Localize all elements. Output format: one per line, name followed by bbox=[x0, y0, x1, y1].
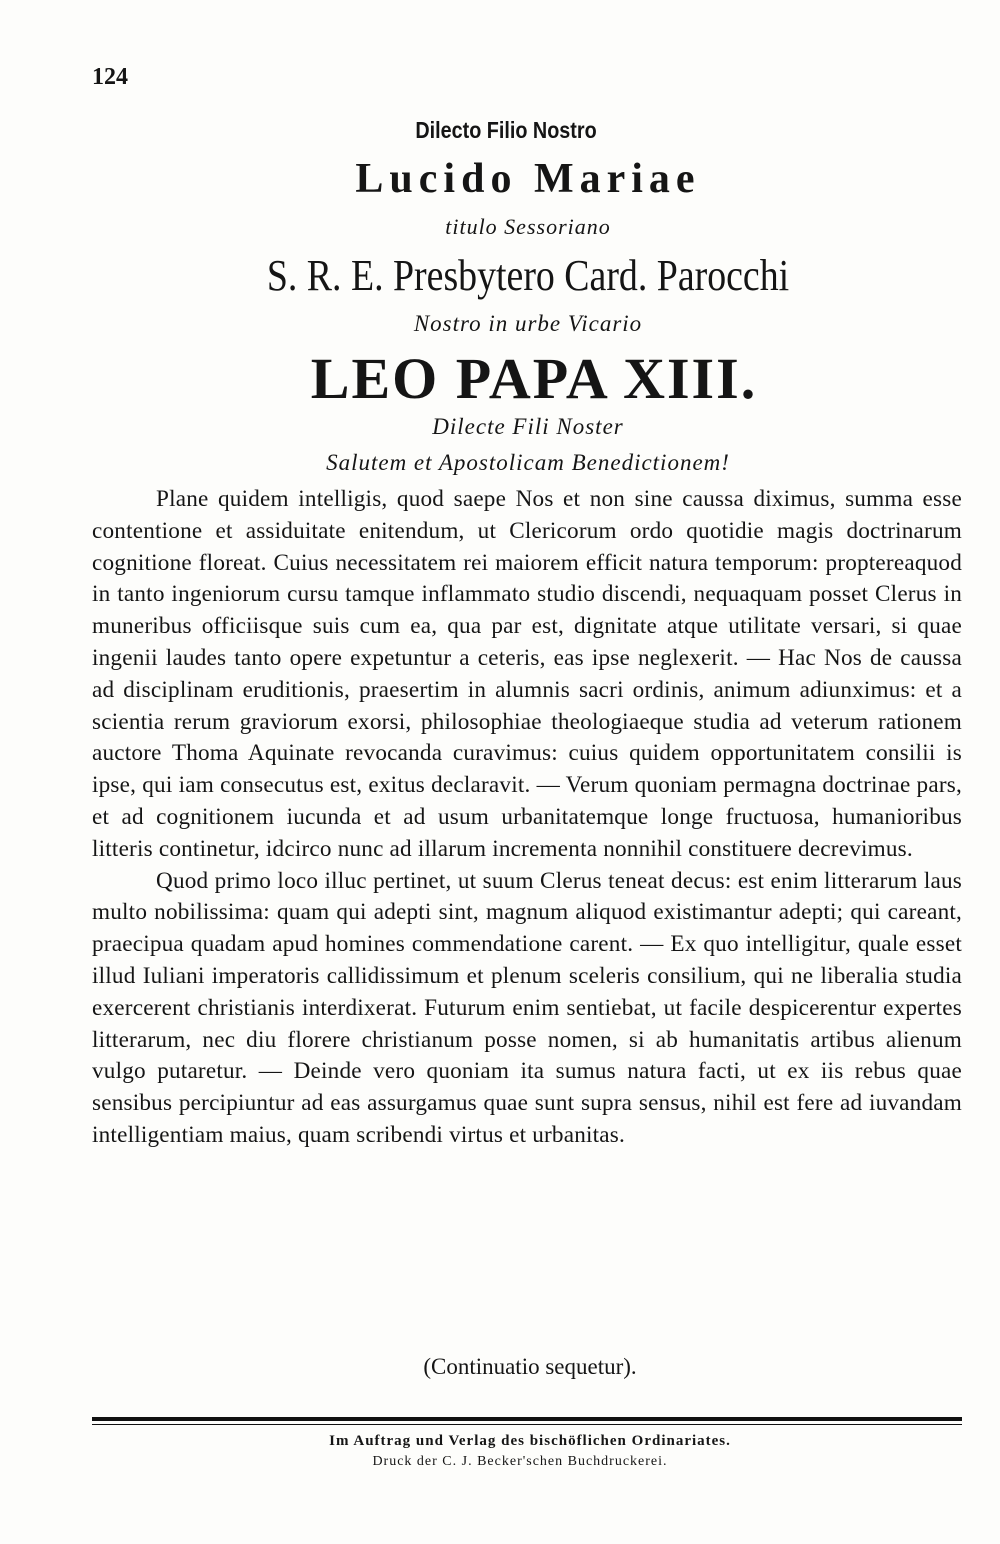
paragraph: Quod primo loco illuc pertinet, ut suum Clerus teneat decus: est enim litterarum laus multo nobilissima: quam qui adepti sint, magnum aliquod existimantur adepti; qui careant, praecipua quadam apud homines commendatione carent. — Ex quo intelligitur, quale esset illud Iuliani imperatoris callidissimum et plenum sceleris consilium, qui ne liberalia studia exercerent christianis interdixerat. Futurum enim sentiebat, ut facile despicerentur expertes litterarum, nec diu florere christianum posse nomen, si ab humanitatis artibus alienum vulgo putaretur. — Deinde vero quoniam ita sumus natura facti, ut ex iis rebus quae sensibus percipiuntur ad eas assurgamus quae sunt supra sensus, nihil est fere ad iuvandam intelligentiam maius, quam scribendi virtus et urbanitas. bbox=[92, 867, 962, 1148]
benediction-line: Salutem et Apostolicam Benedictionem! bbox=[326, 450, 730, 475]
continuation-note: (Continuatio sequetur). bbox=[423, 1354, 637, 1379]
publisher-line: Im Auftrag und Verlag des bischöflichen Ordinariates. bbox=[329, 1433, 731, 1449]
printer-line: Druck der C. J. Becker'schen Buchdruckerei. bbox=[372, 1454, 668, 1469]
signature-leo-papa: LEO PAPA XIII. bbox=[310, 346, 758, 411]
address-line-titulo: titulo Sessoriano bbox=[445, 214, 611, 239]
divider bbox=[92, 1424, 962, 1425]
address-line-vicario: Nostro in urbe Vicario bbox=[413, 311, 643, 336]
paragraph: Plane quidem intelligis, quod saepe Nos et non sine caussa diximus, summa esse contentione et assiduitate enitendum, ut Clericorum ordo quotidie magis doctrinarum cognitione floreat. Cuius necessitatem rei maiorem efficit natura temporum: proptereaquod in tanto ingeniorum cursu tamque inflammato studio discendi, nequaquam posset Clerus in muneribus officiisque suis cum ea, qua par est, dignitate atque utilitate versari, si quae ingenii laudes tanto opere expetuntur a ceteris, eas ipse neglexerit. — Hac Nos de caussa ad disciplinam eruditionis, praesertim in alumnis sacri ordinis, animum adiunximus: et a scientia rerum graviorum exorsi, philosophiae theologiaeque studia ad veterum rationem auctore Thoma Aquinate revocanda curavimus: cuius quidem opportunitatem consilii is ipse, qui iam consecutus est, exitus declaravit. — Verum quoniam permagna doctrinae pars, et ad cognitionem iucunda et ad usum urbanitatemque longe fructuosa, humanioribus litteris continetur, idcirco nunc ad illarum incrementa nonnihil constituere decrevimus. bbox=[92, 486, 962, 862]
address-line-name: Lucido Mariae bbox=[355, 156, 701, 202]
address-line-dilecto: Dilecto Filio Nostro bbox=[415, 117, 597, 143]
address-line-cardinal: S. R. E. Presbytero Card. Parocchi bbox=[266, 251, 790, 300]
page-number: 124 bbox=[92, 64, 128, 90]
salutation-line: Dilecte Fili Noster bbox=[432, 414, 624, 439]
divider bbox=[92, 1417, 962, 1421]
letter-body bbox=[92, 484, 962, 1152]
